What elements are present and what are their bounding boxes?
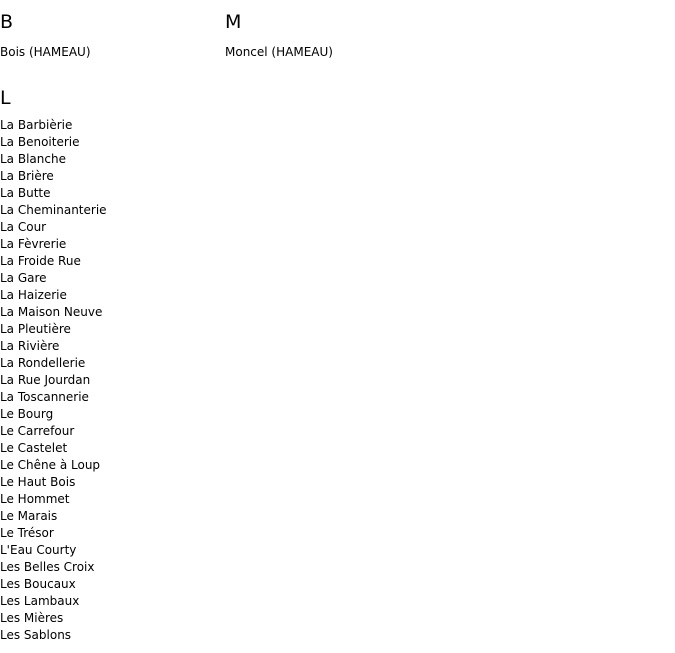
place-link[interactable]: La Pleutière — [0, 322, 71, 336]
letter-heading-m: M — [225, 11, 242, 33]
place-link[interactable]: Le Castelet — [0, 441, 68, 455]
place-link[interactable]: La Butte — [0, 186, 51, 200]
place-link[interactable]: Les Mières — [0, 611, 64, 625]
place-link[interactable]: Moncel (HAMEAU) — [225, 45, 333, 59]
place-link[interactable]: Bois (HAMEAU) — [0, 45, 91, 59]
place-link[interactable]: Le Trésor — [0, 526, 54, 540]
place-link[interactable]: La Cour — [0, 220, 47, 234]
place-link[interactable]: L'Eau Courty — [0, 543, 77, 557]
letter-group-m — [225, 11, 525, 61]
place-link[interactable]: Le Hommet — [0, 492, 70, 506]
place-link[interactable]: Le Marais — [0, 509, 58, 523]
place-link[interactable]: La Toscannerie — [0, 390, 89, 404]
place-link[interactable]: Le Haut Bois — [0, 475, 76, 489]
place-link[interactable]: La Benoiterie — [0, 135, 80, 149]
place-link[interactable]: Les Lambaux — [0, 594, 80, 608]
letter-group-b — [0, 11, 225, 61]
place-list-m — [225, 44, 525, 61]
place-link[interactable]: La Gare — [0, 271, 47, 285]
place-link[interactable]: Les Belles Croix — [0, 560, 95, 574]
place-link[interactable]: Le Bourg — [0, 407, 54, 421]
place-link[interactable]: Le Carrefour — [0, 424, 75, 438]
place-link[interactable]: Les Boucaux — [0, 577, 76, 591]
place-link[interactable]: La Rivière — [0, 339, 60, 353]
letter-heading-b: B — [0, 11, 14, 33]
place-link[interactable]: Les Sablons — [0, 628, 72, 642]
letter-heading-l: L — [0, 87, 11, 109]
place-link[interactable]: La Rondellerie — [0, 356, 86, 370]
place-link[interactable]: La Brière — [0, 169, 54, 183]
right-column — [225, 0, 525, 61]
place-link[interactable]: La Rue Jourdan — [0, 373, 91, 387]
place-list-l — [0, 117, 225, 644]
letter-group-l — [0, 87, 225, 644]
place-link[interactable]: La Barbièrie — [0, 118, 73, 132]
place-link[interactable]: La Blanche — [0, 152, 66, 166]
place-list-b — [0, 44, 225, 61]
left-column — [0, 0, 225, 644]
place-link[interactable]: La Froide Rue — [0, 254, 81, 268]
place-link[interactable]: La Cheminanterie — [0, 203, 107, 217]
place-link[interactable]: La Maison Neuve — [0, 305, 103, 319]
place-link[interactable]: La Haizerie — [0, 288, 67, 302]
place-link[interactable]: Le Chêne à Loup — [0, 458, 101, 472]
place-link[interactable]: La Fèvrerie — [0, 237, 67, 251]
